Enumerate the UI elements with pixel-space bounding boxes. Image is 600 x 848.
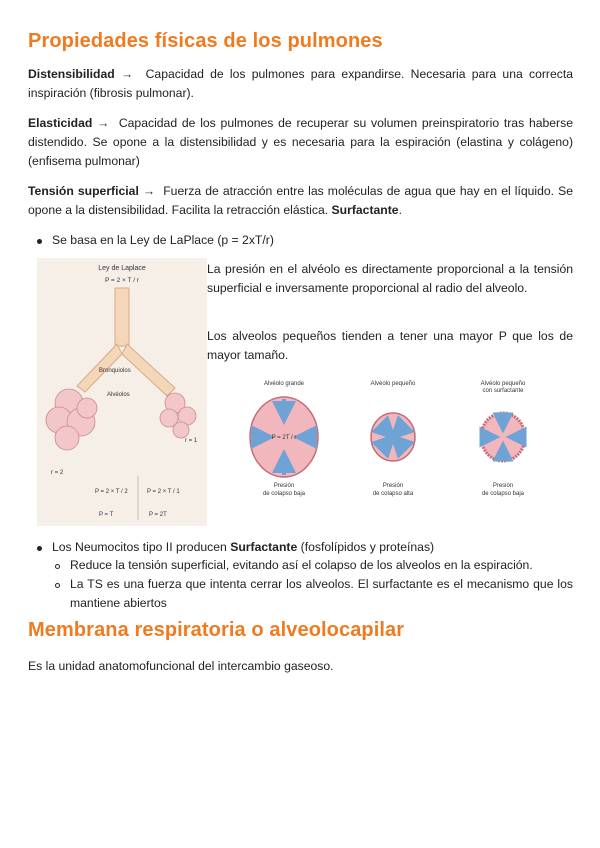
caption-surf-1: Presión [492,483,514,489]
text-distensibilidad: Capacidad de los pulmones para expandirse. Necesaria para una correcta inspiración (fibrosis pulmonar). [28,67,574,100]
laplace-paragraph-1: La presión en el alvéolo es directamente proporcional a la tensión superficial e inversamente proporcional al radio del alveolo. [207,262,573,295]
fig-alveoli: Alvéolos [107,392,130,398]
term-surfactante: Surfactante [331,203,399,217]
subbullet-ts: La TS es una fuerza que intenta cerrar los alveolos. El surfactante es el mecanismo que los mantiene abiertos [70,577,573,610]
laplace-paragraph-2: Los alveolos pequeños tienden a tener una mayor P que los de mayor tamaño. [207,329,573,362]
caption-big-1: Presión [273,483,295,489]
paragraph-elasticidad [28,114,573,171]
paragraph-distensibilidad [28,65,573,103]
bullet-neumocitos [52,538,434,557]
subbullet-ring [55,564,60,569]
section-title-propiedades: Propiedades físicas de los pulmones [28,30,383,52]
caption-small-2: de colapso alta [372,491,414,497]
paragraph-membrana: Es la unidad anatomofuncional del intercambio gaseoso. [28,659,334,673]
fig-eq-left-2: P = T [99,512,114,518]
fig-r2: r = 2 [51,470,64,476]
section-title-membrana: Membrana respiratoria o alveolocapilar [28,619,405,641]
fig-eq-left-1: P = 2 × T / 2 [95,489,128,495]
neumocitos-pre: Los Neumocitos tipo II producen [52,540,227,554]
label-small-alveolus: Alvéolo pequeño [370,381,416,387]
term-elasticidad: Elasticidad [28,116,93,130]
label-surf-alveolus-1: Alvéolo pequeño [480,381,526,387]
neumocitos-post: (fosfolípidos y proteínas) [300,540,435,554]
small-alveolus [371,413,415,461]
neumocitos-surfactante: Surfactante [230,540,298,554]
fig-bronchioles: Bronquiolos [99,368,131,374]
arrow-glyph: → [142,184,156,198]
term-distensibilidad: Distensibilidad [28,67,115,81]
fig-eq-right-1: P = 2 × T / 1 [147,489,180,495]
subbullet-reduce: Reduce la tensión superficial, evitando así el colapso de los alveolos en la espiración. [70,558,533,572]
bullet-dot [37,546,42,551]
arrow-glyph: → [97,116,110,130]
text-tension: Fuerza de atracción entre las moléculas de agua que hay en el líquido. Se opone a la distensibilidad. Facilita la retracción elástica. [28,184,574,217]
fig-formula-top: P = 2 × T / r [105,277,139,284]
bullet-dot [37,239,42,244]
laplace-lung-figure [37,258,207,526]
label-surf-alveolus-2: con surfactante [482,388,524,394]
fig-title: Ley de Laplace [98,265,146,272]
text-elasticidad: Capacidad de los pulmones de recuperar su volumen preinspiratorio tras haberse distendido. Se opone a la distensibilidad y es necesaria para la espiración (elastina y colágeno) (enfisema pulmonar) [28,116,573,168]
formula-center: P = 2T / r [271,435,297,441]
fig-r1: r = 1 [185,438,198,444]
arrow-glyph: → [120,67,134,81]
bullet-laplace: Se basa en la Ley de LaPlace (p = 2xT/r) [52,233,274,247]
caption-small-1: Presión [382,483,404,489]
subbullet-ring [55,583,60,588]
paragraph-tension: Tensión superficial → Fuerza de atracción entre las moléculas de agua que hay en el líquido. Se opone a la distensibilidad. Facilita la retracción elástica. Surfactante. [28,184,574,217]
label-big-alveolus: Alvéolo grande [263,381,305,387]
caption-surf-2: de colapso baja [481,491,525,497]
fig-eq-right-2: P = 2T [149,512,167,518]
term-tension: Tensión superficial [28,184,139,198]
caption-big-2: de colapso baja [262,491,306,497]
alveoli-comparison-figure [241,377,541,499]
